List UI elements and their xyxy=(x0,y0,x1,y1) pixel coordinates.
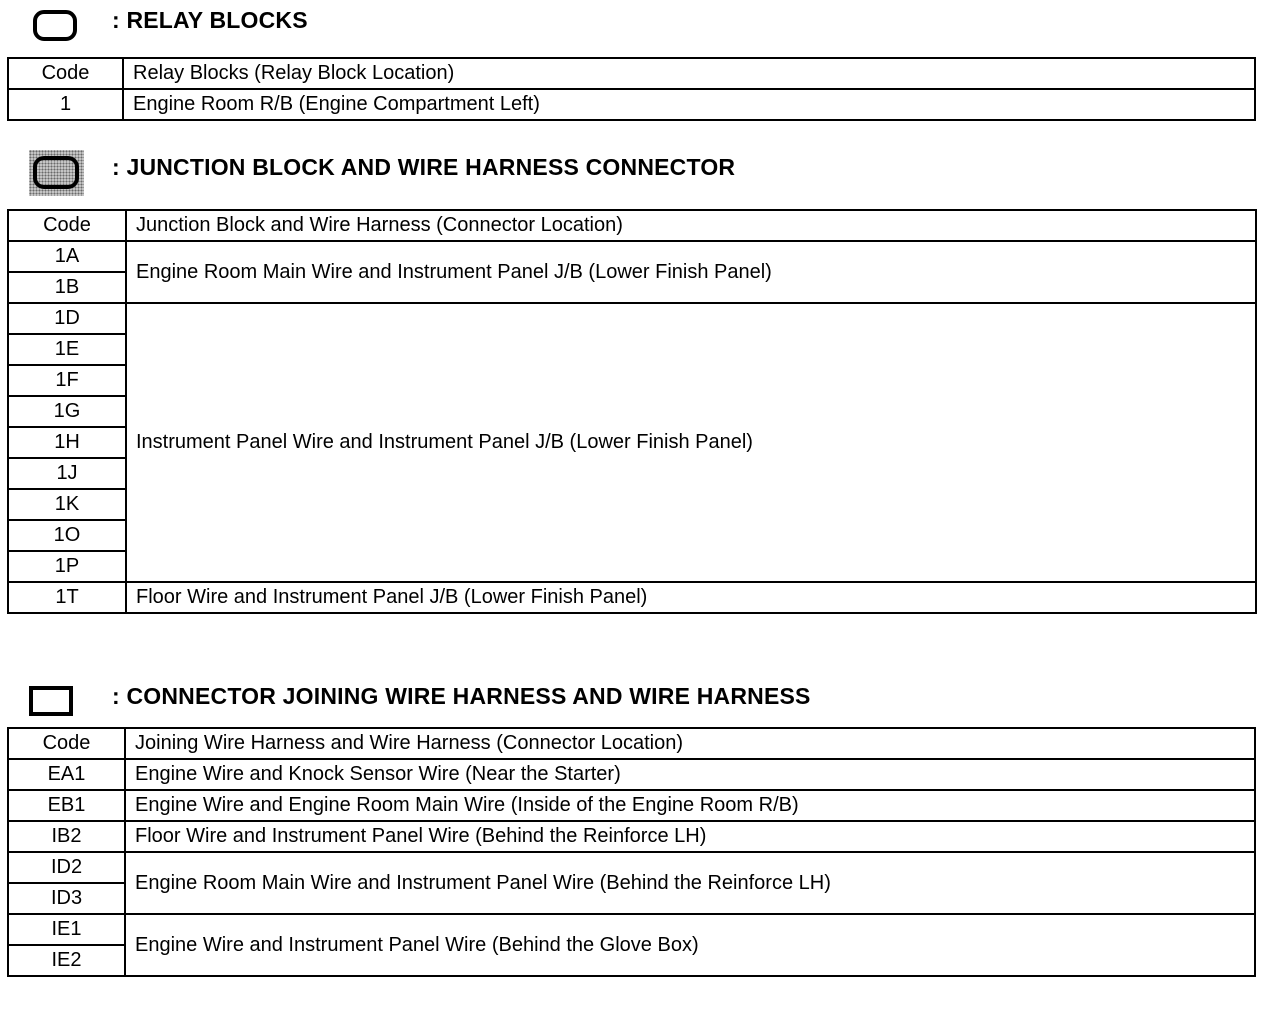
code-cell: 1K xyxy=(8,489,126,520)
code-header: Code xyxy=(8,728,125,759)
relay-blocks-heading: : RELAY BLOCKS xyxy=(112,7,308,33)
code-header: Code xyxy=(8,210,126,241)
description-cell: Engine Wire and Engine Room Main Wire (Inside of the Engine Room R/B) xyxy=(125,790,1255,821)
code-cell: 1B xyxy=(8,272,126,303)
table-row xyxy=(8,914,1255,945)
code-cell: IE2 xyxy=(8,945,125,976)
table-row xyxy=(8,582,1256,613)
table-row xyxy=(8,241,1256,272)
description-cell: Engine Room Main Wire and Instrument Panel Wire (Behind the Reinforce LH) xyxy=(125,852,1255,914)
description-header: Joining Wire Harness and Wire Harness (Connector Location) xyxy=(125,728,1255,759)
code-cell: 1P xyxy=(8,551,126,582)
connector-table-body xyxy=(8,728,1255,976)
connector-table xyxy=(7,727,1256,977)
description-cell: Engine Room Main Wire and Instrument Panel J/B (Lower Finish Panel) xyxy=(126,241,1256,303)
code-cell: 1G xyxy=(8,396,126,427)
code-cell: EA1 xyxy=(8,759,125,790)
table-header-row xyxy=(8,728,1255,759)
description-header: Junction Block and Wire Harness (Connector Location) xyxy=(126,210,1256,241)
relay-blocks-table xyxy=(7,57,1256,121)
code-cell: IB2 xyxy=(8,821,125,852)
code-cell: 1O xyxy=(8,520,126,551)
junction-block-symbol-icon xyxy=(33,156,79,189)
connector-symbol-icon xyxy=(29,686,73,716)
code-cell: 1T xyxy=(8,582,126,613)
description-cell: Floor Wire and Instrument Panel J/B (Lower Finish Panel) xyxy=(126,582,1256,613)
description-header: Relay Blocks (Relay Block Location) xyxy=(123,58,1255,89)
table-row xyxy=(8,303,1256,334)
junction-block-table xyxy=(7,209,1257,614)
description-cell: Floor Wire and Instrument Panel Wire (Behind the Reinforce LH) xyxy=(125,821,1255,852)
code-header: Code xyxy=(8,58,123,89)
table-header-row xyxy=(8,210,1256,241)
code-cell: EB1 xyxy=(8,790,125,821)
junction-block-table-body xyxy=(8,210,1256,613)
code-cell: IE1 xyxy=(8,914,125,945)
code-cell: 1D xyxy=(8,303,126,334)
code-cell: 1F xyxy=(8,365,126,396)
code-cell: 1A xyxy=(8,241,126,272)
table-row xyxy=(8,821,1255,852)
code-cell: 1E xyxy=(8,334,126,365)
table-header-row xyxy=(8,58,1255,89)
relay-block-symbol-icon xyxy=(33,10,77,41)
code-cell: ID2 xyxy=(8,852,125,883)
table-row xyxy=(8,790,1255,821)
description-cell: Instrument Panel Wire and Instrument Panel J/B (Lower Finish Panel) xyxy=(126,303,1256,582)
description-cell: Engine Wire and Instrument Panel Wire (Behind the Glove Box) xyxy=(125,914,1255,976)
code-cell: ID3 xyxy=(8,883,125,914)
description-cell: Engine Wire and Knock Sensor Wire (Near the Starter) xyxy=(125,759,1255,790)
code-cell: 1J xyxy=(8,458,126,489)
code-cell: 1H xyxy=(8,427,126,458)
table-row xyxy=(8,89,1255,120)
table-row xyxy=(8,852,1255,883)
connector-heading: : CONNECTOR JOINING WIRE HARNESS AND WIRE HARNESS xyxy=(112,683,811,709)
code-cell: 1 xyxy=(8,89,123,120)
description-cell: Engine Room R/B (Engine Compartment Left) xyxy=(123,89,1255,120)
junction-block-heading: : JUNCTION BLOCK AND WIRE HARNESS CONNECTOR xyxy=(112,154,736,180)
table-row xyxy=(8,759,1255,790)
